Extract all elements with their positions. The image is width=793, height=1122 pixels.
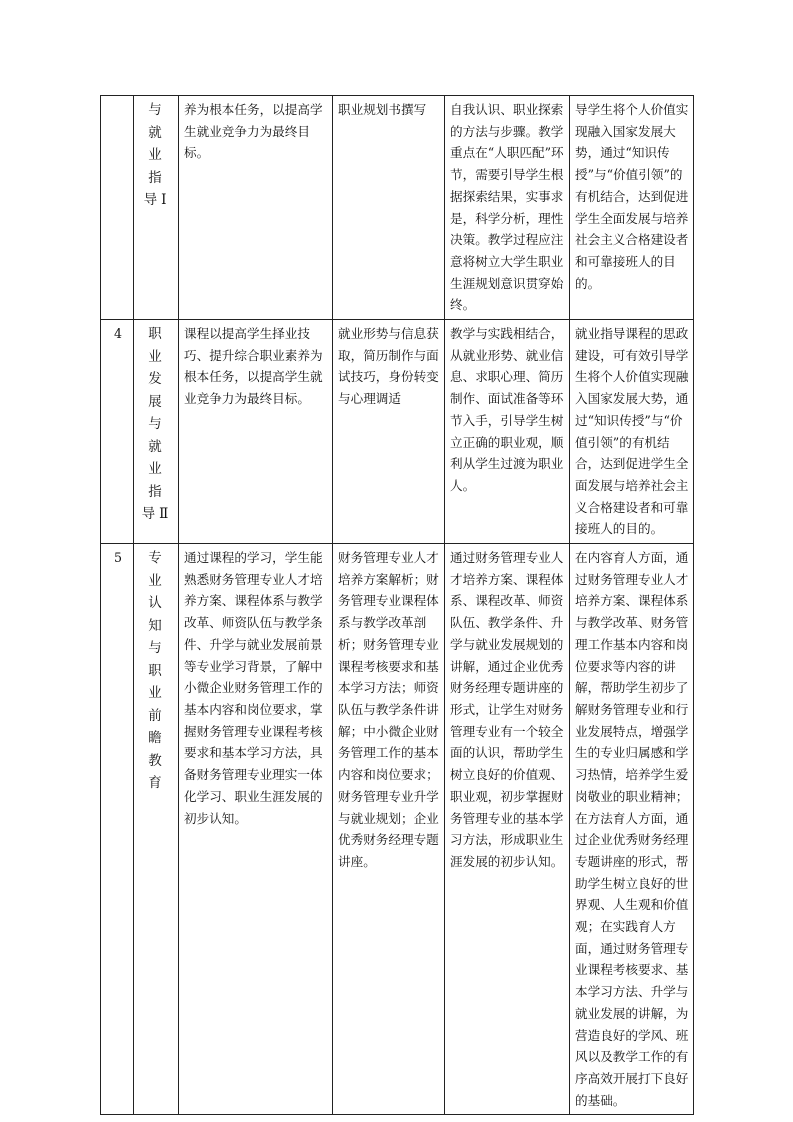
teaching-method: 通过财务管理专业人才培养方案、课程体系、课程改革、师资队伍、教学条件、升学与就业发展规划的讲解，通过企业优秀财务经理专题讲座的形式，让学生对财务管理专业有一个较全面的认识，帮助学生树立良好的价值观、职业观，初步掌握财务管理专业的基本学习方法，形成职业生涯发展的初步认知。: [445, 544, 570, 1115]
course-name-line: 与 就: [148, 102, 166, 141]
teaching-method: 自我认识、职业探索的方法与步骤。教学重点在“人职匹配”环节，需要引导学生根据探索结果，实事求是，科学分析，理性决策。教学过程应注意将树立大学生职业生涯规划意识贯穿始终。: [445, 96, 570, 320]
course-content: 财务管理专业人才培养方案解析；财务管理专业课程体系与教学改革剖析；财务管理专业课程考核要求和基本学习方法；师资队伍与教学条件讲解；中小微企业财务管理工作的基本内容和岗位要求；财务管理专业升学与就业规划；企业优秀财务经理专题讲座。: [333, 544, 445, 1115]
ideological-education: 导学生将个人价值实现融入国家发展大势，通过“知识传授”与“价值引领”的有机结合，达到促进学生全面发展与培养社会主义合格建设者和可靠接班人的目的。: [570, 96, 694, 320]
ideological-education: 在内容育人方面，通过财务管理专业人才培养方案、课程体系与教学改革、财务管理工作基本内容和岗位要求等内容的讲解，帮助学生初步了解财务管理专业和行业发展特点，增强学生的专业归属感和学习热情，培养学生爱岗敬业的职业精神；在方法育人方面，通过企业优秀财务经理专题讲座的形式，帮助学生树立良好的世界观、人生观和价值观；在实践育人方面，通过财务管理专业课程考核要求、基本学习方法、升学与就业发展的讲解，为营造良好的学风、班风以及教学工作的有序高效开展打下良好的基础。: [570, 544, 694, 1115]
course-name: [134, 96, 179, 320]
course-name-line: 业 前: [148, 685, 166, 724]
course-content: 就业形势与信息获取，简历制作与面试技巧，身份转变与心理调适: [333, 320, 445, 544]
course-name-line: 职 业: [148, 326, 166, 365]
course-table: [100, 95, 694, 1115]
row-number: 4: [101, 320, 134, 544]
course-name-line: 育: [148, 775, 166, 792]
course-goal: 课程以提高学生择业技巧、提升综合职业素养为根本任务，以提高学生就业竞争力为最终目标。: [179, 320, 333, 544]
course-name-line: 与 职: [148, 640, 166, 679]
course-name-line: 导Ⅰ: [143, 192, 171, 208]
row-number: 5: [101, 544, 134, 1115]
course-name-line: 认 知: [148, 595, 166, 634]
table-row: [101, 96, 694, 320]
course-name-line: 专 业: [148, 550, 166, 589]
ideological-education: 就业指导课程的思政建设，可有效引导学生将个人价值实现融入国家发展大势，通过“知识传授”与“价值引领”的有机结合，达到促进学生全面发展与培养社会主义合格建设者和可靠接班人的目的。: [570, 320, 694, 544]
course-name: [134, 320, 179, 544]
course-name: [134, 544, 179, 1115]
teaching-method: 教学与实践相结合，从就业形势、就业信息、求职心理、简历制作、面试准备等环节入手，引导学生树立正确的职业观，顺利从学生过渡为职业人。: [445, 320, 570, 544]
course-name-line: 与 就: [148, 416, 166, 455]
course-content: 职业规划书撰写: [333, 96, 445, 320]
course-name-line: 业 指: [148, 147, 166, 186]
course-goal: 养为根本任务，以提高学生就业竞争力为最终目标。: [179, 96, 333, 320]
course-name-line: 业 指: [148, 461, 166, 500]
row-number: [101, 96, 134, 320]
course-goal: 通过课程的学习，学生能熟悉财务管理专业人才培养方案、课程体系与教学改革、师资队伍与教学条件、升学与就业发展前景等专业学习背景，了解中小微企业财务管理工作的基本内容和岗位要求，掌握财务管理专业课程考核要求和基本学习方法，具备财务管理专业理实一体化学习、职业生涯发展的初步认知。: [179, 544, 333, 1115]
course-name-line: 导Ⅱ: [141, 506, 173, 523]
course-name-line: 瞻 教: [148, 730, 166, 769]
course-name-line: 发 展: [148, 371, 166, 410]
table-row: [101, 320, 694, 544]
table-row: [101, 544, 694, 1115]
